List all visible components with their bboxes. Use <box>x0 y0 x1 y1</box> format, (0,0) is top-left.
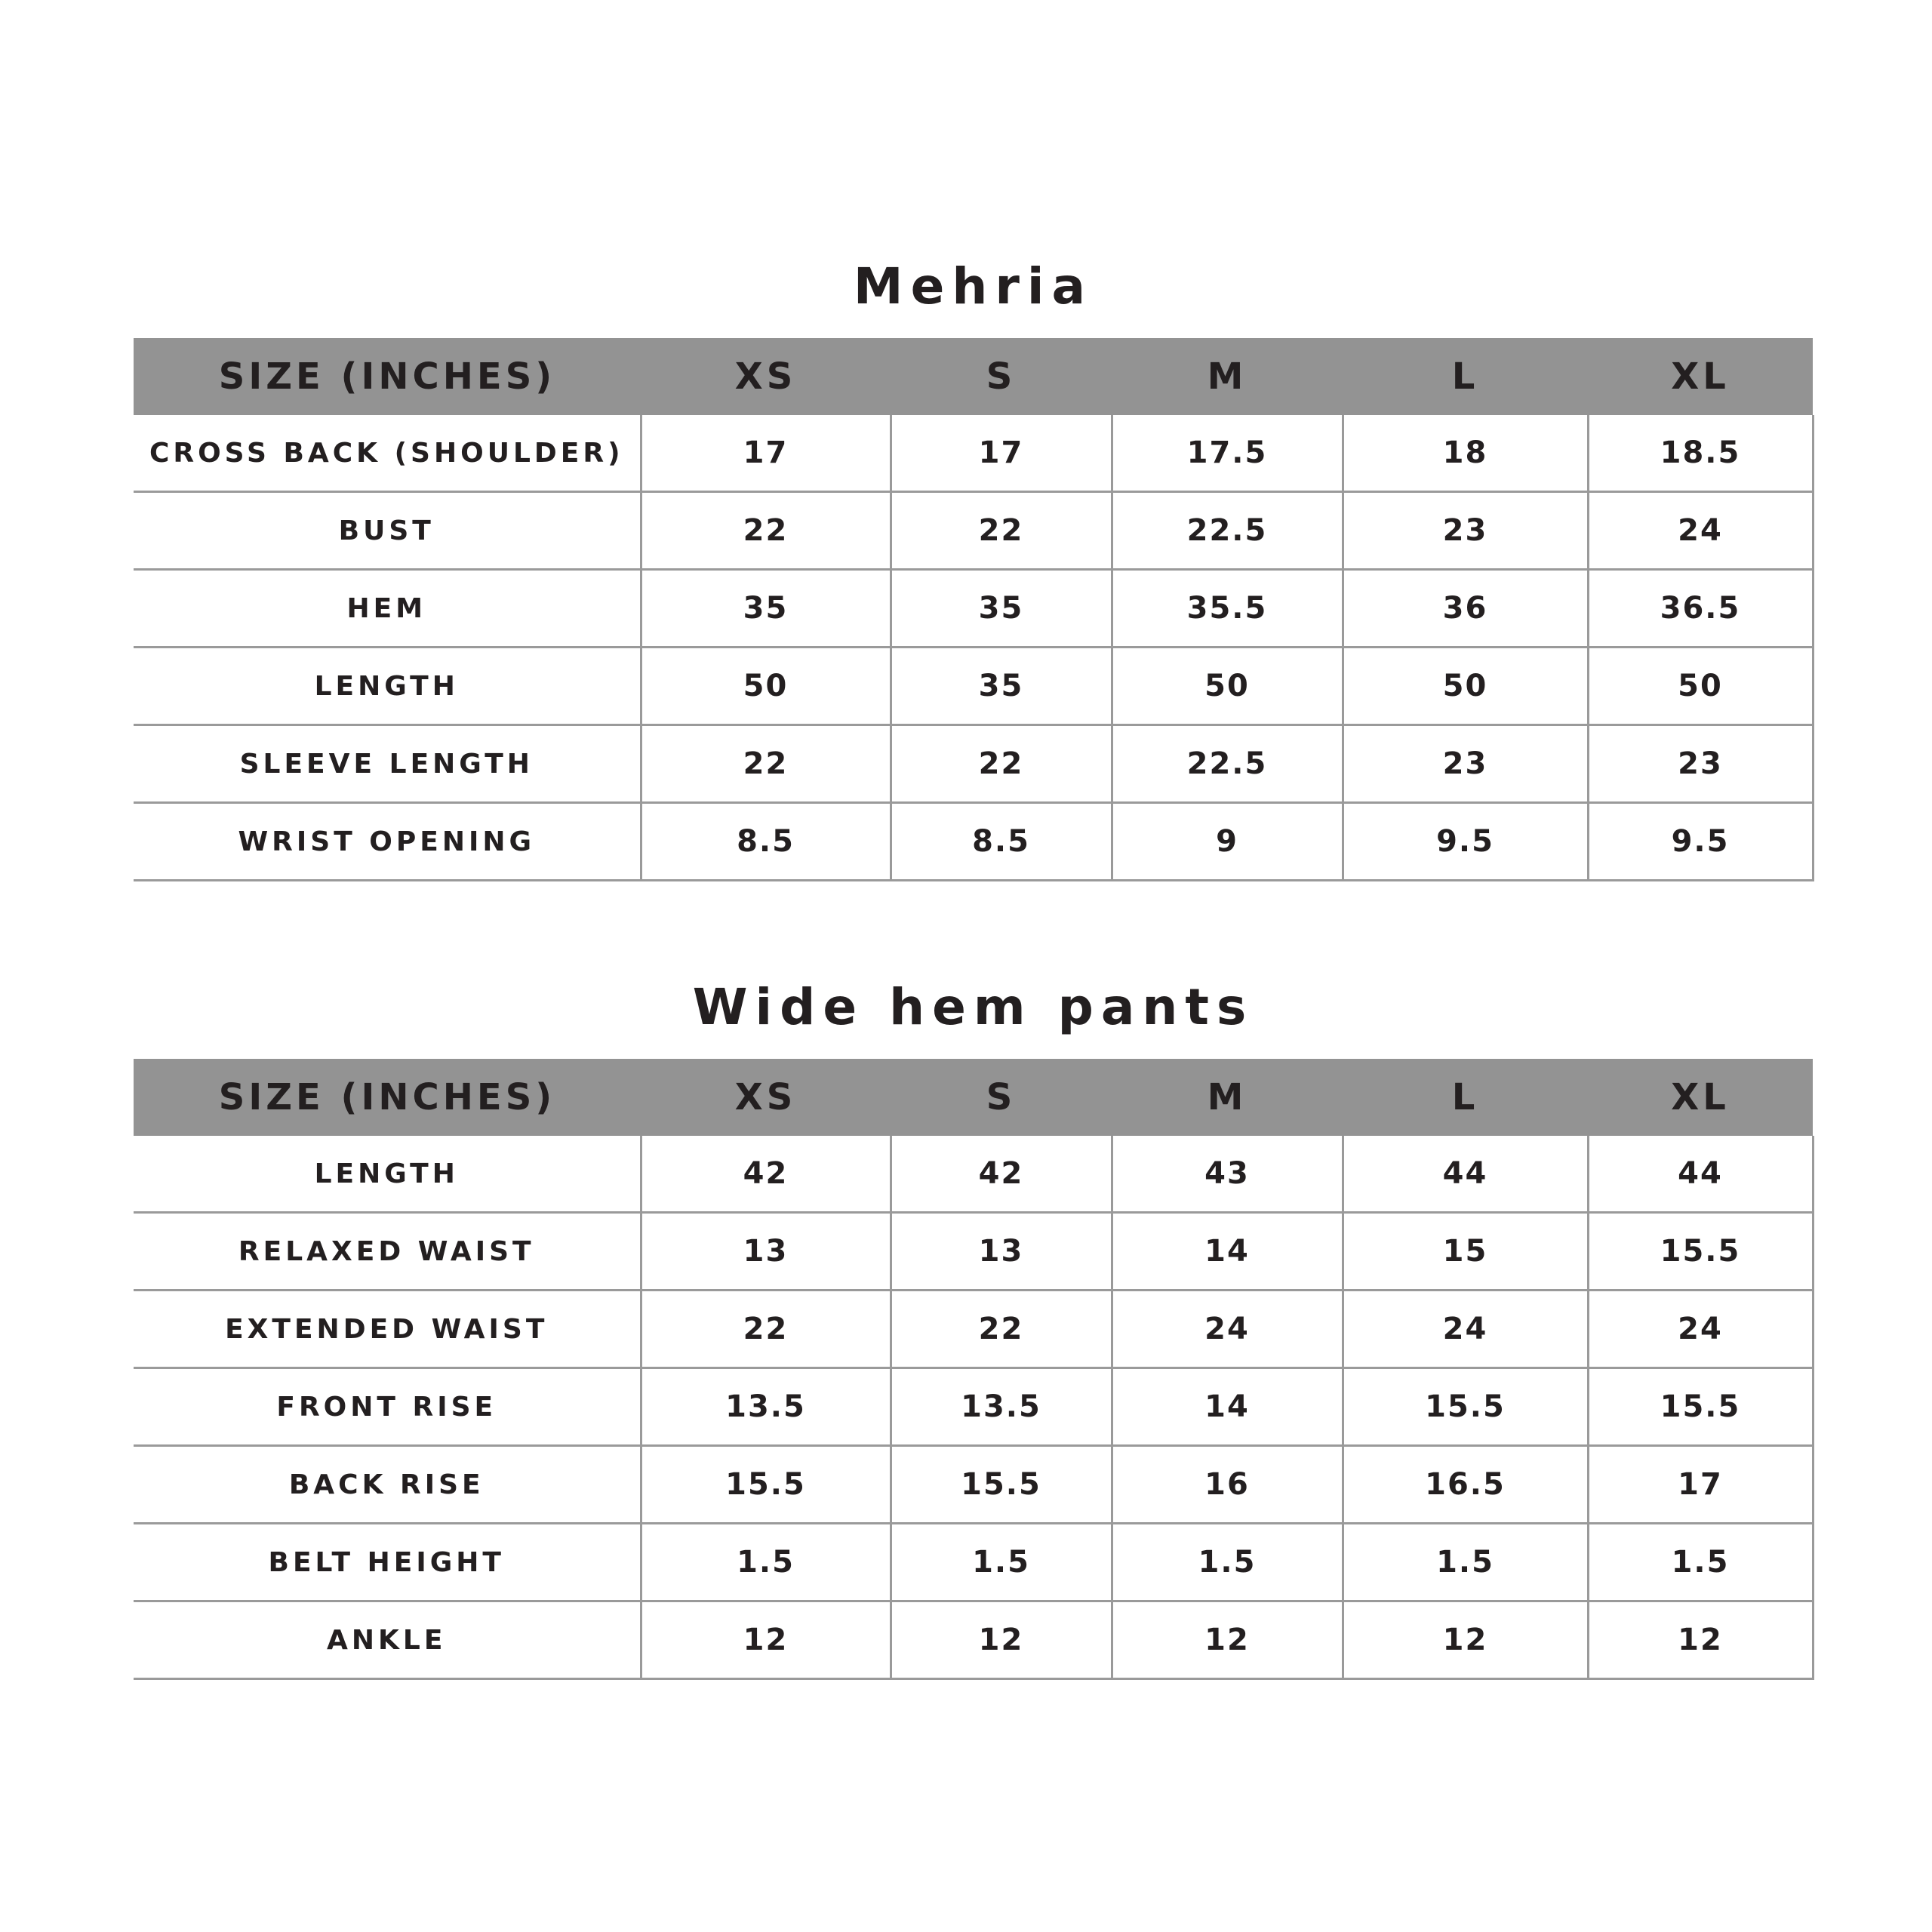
chart-title: Mehria <box>853 257 1094 315</box>
table-row <box>134 415 1813 492</box>
table-row <box>134 803 1813 881</box>
row-label: RELAXED WAIST <box>134 1213 641 1291</box>
cell-value: 15.5 <box>1588 1368 1813 1446</box>
cell-value: 43 <box>1112 1136 1343 1213</box>
cell-value: 14 <box>1112 1213 1343 1291</box>
cell-value: 17 <box>891 415 1112 492</box>
header-cell-xs: XS <box>641 1059 891 1136</box>
table-row <box>134 1136 1813 1213</box>
cell-value: 44 <box>1343 1136 1588 1213</box>
cell-value: 12 <box>1588 1601 1813 1679</box>
cell-value: 35 <box>891 570 1112 648</box>
cell-value: 9.5 <box>1343 803 1588 881</box>
cell-value: 35 <box>891 648 1112 725</box>
cell-value: 22 <box>641 725 891 803</box>
cell-value: 22 <box>891 725 1112 803</box>
row-label: ANKLE <box>134 1601 641 1679</box>
cell-value: 24 <box>1588 1291 1813 1368</box>
row-label: BELT HEIGHT <box>134 1524 641 1601</box>
cell-value: 13 <box>641 1213 891 1291</box>
cell-value: 50 <box>1112 648 1343 725</box>
cell-value: 1.5 <box>641 1524 891 1601</box>
cell-value: 36 <box>1343 570 1588 648</box>
header-cell-xs: XS <box>641 338 891 415</box>
cell-value: 22 <box>891 1291 1112 1368</box>
cell-value: 8.5 <box>891 803 1112 881</box>
row-label: BUST <box>134 492 641 570</box>
cell-value: 18.5 <box>1588 415 1813 492</box>
cell-value: 12 <box>1112 1601 1343 1679</box>
cell-value: 23 <box>1343 725 1588 803</box>
row-label: SLEEVE LENGTH <box>134 725 641 803</box>
header-cell-size-label: SIZE (INCHES) <box>134 338 641 415</box>
cell-value: 1.5 <box>1343 1524 1588 1601</box>
cell-value: 24 <box>1343 1291 1588 1368</box>
header-cell-xl: XL <box>1588 1059 1813 1136</box>
table-row <box>134 492 1813 570</box>
table-row <box>134 1368 1813 1446</box>
header-cell-s: S <box>891 1059 1112 1136</box>
cell-value: 22 <box>891 492 1112 570</box>
cell-value: 15 <box>1343 1213 1588 1291</box>
cell-value: 15.5 <box>641 1446 891 1524</box>
row-label: LENGTH <box>134 1136 641 1213</box>
header-row <box>134 1059 1813 1136</box>
cell-value: 12 <box>891 1601 1112 1679</box>
cell-value: 35 <box>641 570 891 648</box>
cell-value: 35.5 <box>1112 570 1343 648</box>
cell-value: 13 <box>891 1213 1112 1291</box>
header-cell-s: S <box>891 338 1112 415</box>
cell-value: 17 <box>1588 1446 1813 1524</box>
cell-value: 22.5 <box>1112 725 1343 803</box>
cell-value: 50 <box>641 648 891 725</box>
header-cell-l: L <box>1343 1059 1588 1136</box>
size-table <box>134 1059 1814 1680</box>
cell-value: 12 <box>641 1601 891 1679</box>
cell-value: 1.5 <box>1588 1524 1813 1601</box>
cell-value: 13.5 <box>641 1368 891 1446</box>
cell-value: 15.5 <box>891 1446 1112 1524</box>
cell-value: 13.5 <box>891 1368 1112 1446</box>
header-cell-l: L <box>1343 338 1588 415</box>
table-row <box>134 570 1813 648</box>
table-row <box>134 648 1813 725</box>
cell-value: 8.5 <box>641 803 891 881</box>
row-label: CROSS BACK (SHOULDER) <box>134 415 641 492</box>
cell-value: 9 <box>1112 803 1343 881</box>
table-row <box>134 1291 1813 1368</box>
row-label: BACK RISE <box>134 1446 641 1524</box>
cell-value: 24 <box>1112 1291 1343 1368</box>
cell-value: 16 <box>1112 1446 1343 1524</box>
cell-value: 42 <box>891 1136 1112 1213</box>
table-row <box>134 1524 1813 1601</box>
cell-value: 15.5 <box>1343 1368 1588 1446</box>
cell-value: 12 <box>1343 1601 1588 1679</box>
table-row <box>134 725 1813 803</box>
cell-value: 50 <box>1343 648 1588 725</box>
cell-value: 17 <box>641 415 891 492</box>
table-row <box>134 1601 1813 1679</box>
row-label: FRONT RISE <box>134 1368 641 1446</box>
cell-value: 17.5 <box>1112 415 1343 492</box>
cell-value: 22 <box>641 492 891 570</box>
row-label: LENGTH <box>134 648 641 725</box>
cell-value: 9.5 <box>1588 803 1813 881</box>
cell-value: 1.5 <box>891 1524 1112 1601</box>
cell-value: 22.5 <box>1112 492 1343 570</box>
header-cell-m: M <box>1112 338 1343 415</box>
cell-value: 24 <box>1588 492 1813 570</box>
cell-value: 14 <box>1112 1368 1343 1446</box>
cell-value: 23 <box>1343 492 1588 570</box>
row-label: WRIST OPENING <box>134 803 641 881</box>
header-cell-xl: XL <box>1588 338 1813 415</box>
header-row <box>134 338 1813 415</box>
mehria-size-chart <box>134 249 1813 859</box>
cell-value: 44 <box>1588 1136 1813 1213</box>
cell-value: 15.5 <box>1588 1213 1813 1291</box>
size-table <box>134 338 1814 881</box>
cell-value: 16.5 <box>1343 1446 1588 1524</box>
chart-title: Wide hem pants <box>692 978 1254 1036</box>
table-row <box>134 1213 1813 1291</box>
header-cell-m: M <box>1112 1059 1343 1136</box>
cell-value: 36.5 <box>1588 570 1813 648</box>
cell-value: 42 <box>641 1136 891 1213</box>
cell-value: 18 <box>1343 415 1588 492</box>
row-label: HEM <box>134 570 641 648</box>
row-label: EXTENDED WAIST <box>134 1291 641 1368</box>
table-row <box>134 1446 1813 1524</box>
header-cell-size-label: SIZE (INCHES) <box>134 1059 641 1136</box>
cell-value: 1.5 <box>1112 1524 1343 1601</box>
wide-hem-pants-size-chart <box>134 970 1813 1657</box>
cell-value: 50 <box>1588 648 1813 725</box>
cell-value: 22 <box>641 1291 891 1368</box>
cell-value: 23 <box>1588 725 1813 803</box>
